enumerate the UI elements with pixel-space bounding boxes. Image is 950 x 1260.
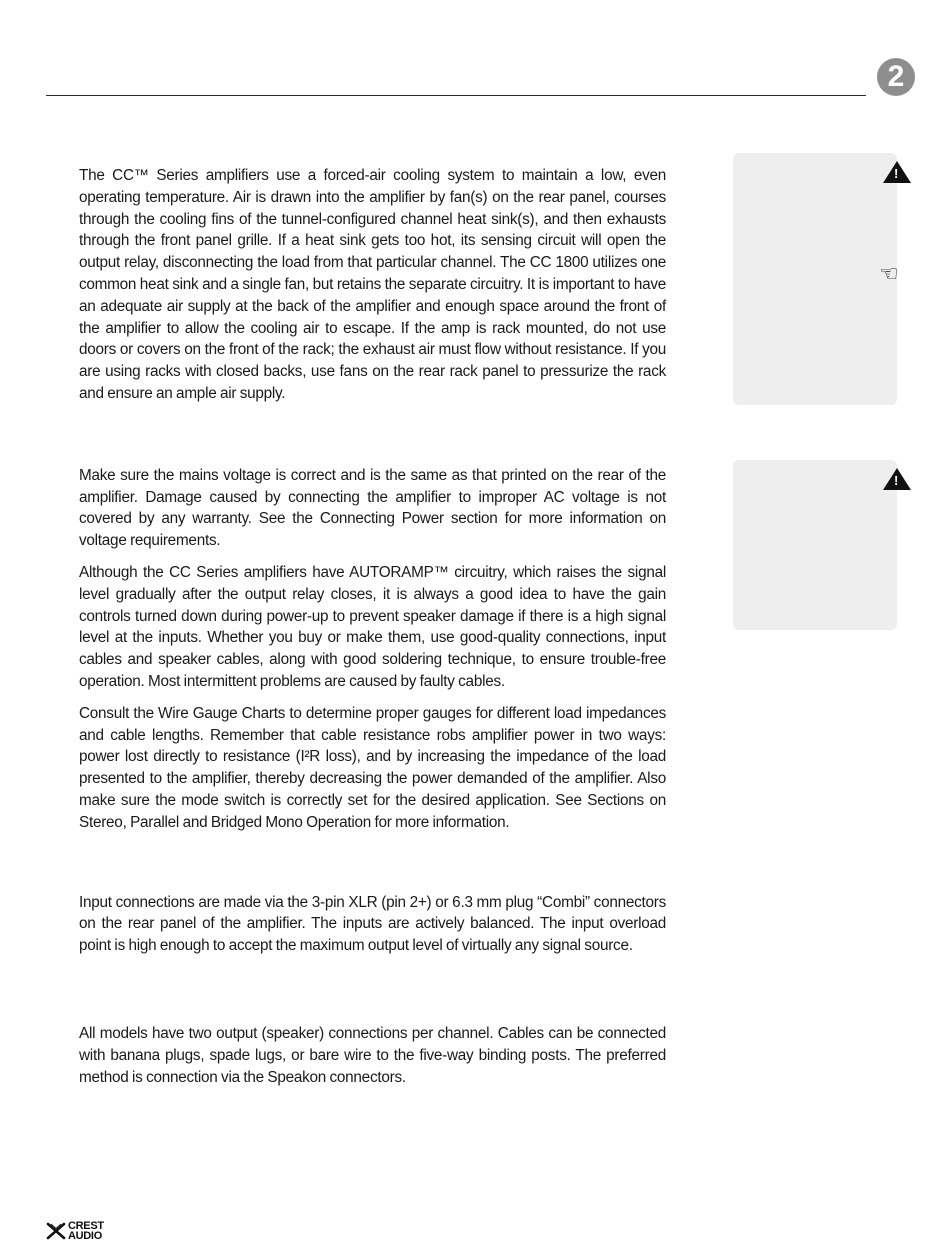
warning-icon bbox=[883, 161, 911, 183]
section-output-connections bbox=[79, 1023, 666, 1088]
section-operating-precautions bbox=[79, 465, 666, 834]
header-rule bbox=[46, 95, 866, 96]
logo-text-audio: AUDIO bbox=[68, 1230, 102, 1242]
pointing-hand-icon: ☜ bbox=[879, 261, 899, 286]
paragraph: Make sure the mains voltage is correct and is the same as that printed on the rear of the amplifier. Damage caused by connecting the amplifier to improper AC voltage is not covered by any warranty. See the Connecting Power section for more information on voltage requirements. bbox=[79, 466, 666, 550]
paragraph: All models have two output (speaker) connections per channel. Cables can be connected with banana plugs, spade lugs, or bare wire to the five-way binding posts. The preferred method is connection via the Speakon connectors. bbox=[79, 1024, 666, 1086]
main-content bbox=[79, 165, 666, 1098]
chapter-number-badge: 2 bbox=[877, 58, 915, 96]
section-cooling bbox=[79, 165, 666, 405]
sidebar-note-box bbox=[733, 153, 897, 405]
logo-text-crest: CREST bbox=[68, 1220, 104, 1232]
sidebar-note-box bbox=[733, 460, 897, 630]
crest-audio-logo bbox=[46, 1220, 126, 1242]
crest-logo-mark-icon bbox=[46, 1222, 66, 1240]
paragraph: Input connections are made via the 3-pin XLR (pin 2+) or 6.3 mm plug “Combi” connectors on the rear panel of the amplifier. The inputs are actively balanced. The input overload point is high enough to accept the maximum output level of virtually any signal source. bbox=[79, 893, 666, 955]
warning-icon bbox=[883, 468, 911, 490]
paragraph: Although the CC Series amplifiers have AUTORAMP™ circuitry, which raises the signal level gradually after the output relay closes, it is always a good idea to have the gain controls turned down during power-up to prevent speaker damage if there is a high signal level at the inputs. Whether you buy or make them, use good-quality connections, input cables and speaker cables, along with good soldering technique, to ensure trouble-free operation. Most intermittent problems are caused by faulty cables. bbox=[79, 563, 666, 690]
paragraph: Consult the Wire Gauge Charts to determine proper gauges for different load impedances and cable lengths. Remember that cable resistance robs amplifier power in two ways: power lost directly to resistance (I²R loss), and by increasing the impedance of the load presented to the amplifier, thereby decreasing the power demanded of the amplifier. Also make sure the mode switch is correctly set for the desired application. See Sections on Stereo, Parallel and Bridged Mono Operation for more information. bbox=[79, 704, 666, 831]
section-input-connections bbox=[79, 892, 666, 957]
paragraph: The CC™ Series amplifiers use a forced-air cooling system to maintain a low, even operating temperature. Air is drawn into the amplifier by fan(s) on the rear panel, courses through the cooling fins of the tunnel-configured channel heat sink(s), and then exhausts through the front panel grille. If a heat sink gets too hot, its sensing circuit will open the output relay, disconnecting the load from that particular channel. The CC 1800 utilizes one common heat sink and a single fan, but retains the separate circuitry. It is important to have an adequate air supply at the back of the amplifier and enough space around the front of the amplifier to allow the cooling air to escape. If the amp is rack mounted, do not use doors or covers on the front of the rack; the exhaust air must flow without resistance. If you are using racks with closed backs, use fans on the rear rack panel to pressurize the rack and ensure an ample air supply. bbox=[79, 167, 666, 402]
